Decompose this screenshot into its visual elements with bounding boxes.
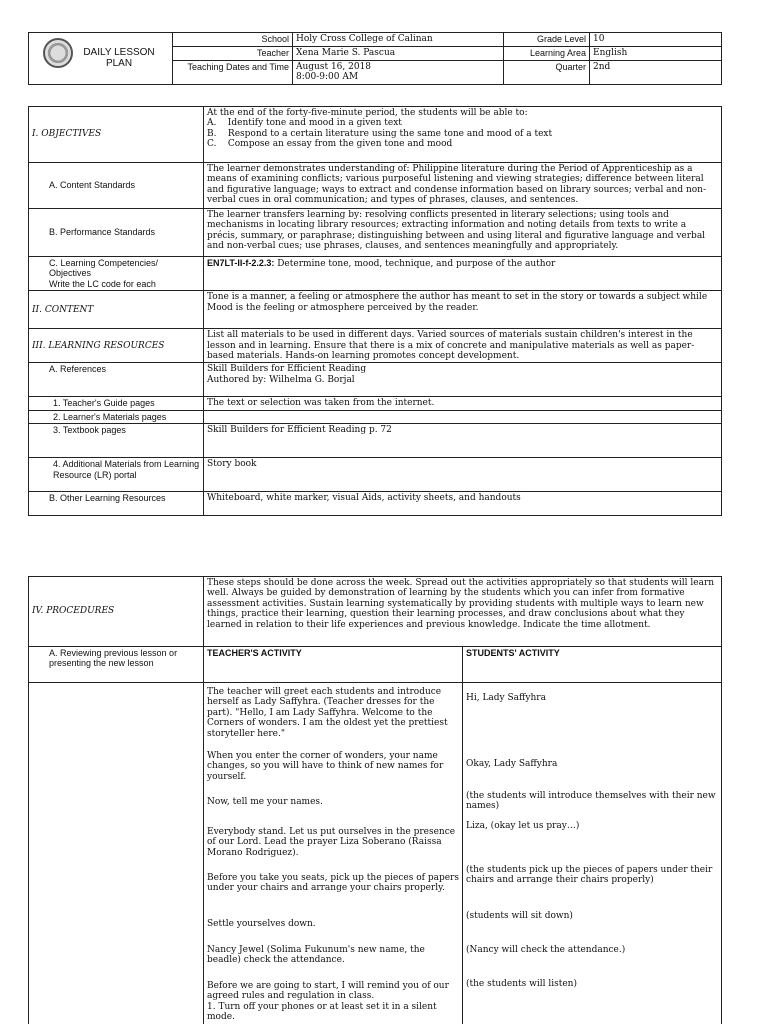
review-label: A. Reviewing previous lesson or presenting the new lesson bbox=[29, 647, 204, 683]
lm-text bbox=[204, 410, 722, 423]
competencies-cell bbox=[204, 257, 722, 291]
teacher-line: Now, tell me your names. bbox=[207, 797, 323, 807]
performance-standards-label: B. Performance Standards bbox=[29, 209, 204, 257]
student-line: (Nancy will check the attendance.) bbox=[466, 945, 626, 955]
lm-label: 2. Learner's Materials pages bbox=[29, 410, 204, 423]
quarter-value: 2nd bbox=[590, 61, 722, 85]
objectives-label: I. OBJECTIVES bbox=[29, 107, 204, 163]
content-label: II. CONTENT bbox=[29, 291, 204, 329]
resources-label: III. LEARNING RESOURCES bbox=[29, 329, 204, 363]
student-line: Liza, (okay let us pray…) bbox=[466, 821, 580, 831]
student-line: Okay, Lady Saffyhra bbox=[466, 759, 558, 769]
objective-item: B. Respond to a certain literature using the same tone and mood of a text bbox=[207, 128, 553, 139]
procedures-label: IV. PROCEDURES bbox=[29, 577, 204, 647]
tg-text: The text or selection was taken from the internet. bbox=[204, 397, 722, 410]
student-activity-head: STUDENTS' ACTIVITY bbox=[463, 647, 722, 683]
lc-code: EN7LT-II-f-2.2.3: bbox=[207, 258, 275, 268]
objective-item: A. Identify tone and mood in a given text bbox=[207, 118, 402, 129]
objective-item: C. Compose an essay from the given tone and mood bbox=[207, 139, 453, 150]
student-line: (students will sit down) bbox=[466, 911, 573, 921]
performance-standards: The learner transfers learning by: resolving conflicts presented in literary selections; using tools and mechanisms in locating library resources; extracting information and noting details from texts to write a précis, summary, or paraphrase; distinguishing between and using literal and figurative language and verbal and non-verbal cues; use phrases, clauses, and sentences meaningfully and appropriately. bbox=[204, 209, 722, 257]
teacher-activity-cell bbox=[204, 683, 463, 1024]
sections-table bbox=[28, 106, 722, 516]
teacher-line: Settle yourselves down. bbox=[207, 919, 316, 929]
teacher-activity-head: TEACHER'S ACTIVITY bbox=[204, 647, 463, 683]
other-resources-text: Whiteboard, white marker, visual Aids, activity sheets, and handouts bbox=[204, 492, 722, 516]
content-standards-label: A. Content Standards bbox=[29, 163, 204, 209]
dates-label: Teaching Dates and Time bbox=[173, 61, 293, 85]
procedures-empty-cell bbox=[29, 683, 204, 1024]
dates-value: August 16, 2018 8:00-9:00 AM bbox=[293, 61, 504, 85]
grade-value: 10 bbox=[590, 33, 722, 47]
content-standards: The learner demonstrates understanding of: Philippine literature during the Period of Apprenticeship as a means of examining conflicts; various purposeful listening and viewing strategies; difference between literal and figurative language; ways to extract and condense information based on library sources; verbal and non-verbal cues in oral communication; and types of phrases, clauses, and sentences. bbox=[204, 163, 722, 209]
student-line: (the students will introduce themselves with their new names) bbox=[466, 791, 716, 812]
content-text: Tone is a manner, a feeling or atmosphere the author has meant to set in the story or towards a subject while Mood is the feeling or atmosphere perceived by the reader. bbox=[204, 291, 722, 329]
lr-label: 4. Additional Materials from Learning Resource (LR) portal bbox=[29, 458, 204, 492]
lc-text: Determine tone, mood, technique, and purpose of the author bbox=[274, 259, 556, 269]
school-label: School bbox=[173, 33, 293, 47]
teacher-line: When you enter the corner of wonders, your name changes, so you will have to think of new names for yourself. bbox=[207, 751, 444, 782]
objectives-intro: At the end of the forty-five-minute period, the students will be able to: bbox=[207, 108, 528, 118]
tg-label: 1. Teacher's Guide pages bbox=[29, 397, 204, 410]
teacher-line: Nancy Jewel (Solima Fukunum's new name, the beadle) check the attendance. bbox=[207, 945, 425, 966]
student-line: (the students pick up the pieces of papers under their chairs and arrange their chairs properly) bbox=[466, 865, 713, 886]
doc-title: DAILY LESSON PLAN bbox=[29, 33, 173, 85]
other-resources-label: B. Other Learning Resources bbox=[29, 492, 204, 516]
objectives-cell bbox=[204, 107, 722, 163]
quarter-label: Quarter bbox=[504, 61, 590, 85]
teacher-line: Before we are going to start, I will remind you of our agreed rules and regulation in class. 1. Turn off your phones or at least set it in a silent mode. bbox=[207, 981, 449, 1023]
area-value: English bbox=[590, 47, 722, 61]
textbook-text: Skill Builders for Efficient Reading p. 72 bbox=[204, 424, 722, 458]
competencies-label: C. Learning Competencies/ Objectives Write the LC code for each bbox=[29, 257, 204, 291]
teacher-line: Before you take you seats, pick up the pieces of papers under your chairs and arrange your chairs properly. bbox=[207, 873, 459, 894]
student-line: (the students will listen) bbox=[466, 979, 577, 989]
procedures-table bbox=[28, 576, 722, 1024]
textbook-label: 3. Textbook pages bbox=[29, 424, 204, 458]
procedures-intro: These steps should be done across the week. Spread out the activities appropriately so that students will learn well. Always be guided by demonstration of learning by the students which you can infer from formative assessment activities. Sustain learning systematically by providing students with multiple ways to learn new things, practice their learning, question their learning processes, and draw conclusions about what they learned in relation to their life experiences and previous knowledge. Indicate the time allotment. bbox=[204, 577, 722, 647]
references-text: Skill Builders for Efficient Reading Authored by: Wilhelma G. Borjal bbox=[204, 363, 722, 397]
resources-text: List all materials to be used in different days. Varied sources of materials sustain children's interest in the lesson and in learning. Ensure that there is a mix of concrete and manipulative materials as well as paper-based materials. Hands-on learning promotes concept development. bbox=[204, 329, 722, 363]
teacher-line: The teacher will greet each students and introduce herself as Lady Saffyhra. (Teacher dresses for the part). "Hello, I am Lady Saffyhra. Welcome to the Corners of wonders. I am the oldest yet the prettiest storyteller here." bbox=[207, 687, 448, 739]
grade-label: Grade Level bbox=[504, 33, 590, 47]
area-label: Learning Area bbox=[504, 47, 590, 61]
header-table bbox=[28, 32, 722, 85]
teacher-line: Everybody stand. Let us put ourselves in the presence of our Lord. Lead the prayer Liza Soberano (Raissa Morano Rodriguez). bbox=[207, 827, 456, 858]
school-value: Holy Cross College of Calinan bbox=[293, 33, 504, 47]
teacher-value: Xena Marie S. Pascua bbox=[293, 47, 504, 61]
teacher-label: Teacher bbox=[173, 47, 293, 61]
student-activity-cell bbox=[463, 683, 722, 1024]
references-label: A. References bbox=[29, 363, 204, 397]
lr-text: Story book bbox=[204, 458, 722, 492]
student-line: Hi, Lady Saffyhra bbox=[466, 693, 546, 703]
